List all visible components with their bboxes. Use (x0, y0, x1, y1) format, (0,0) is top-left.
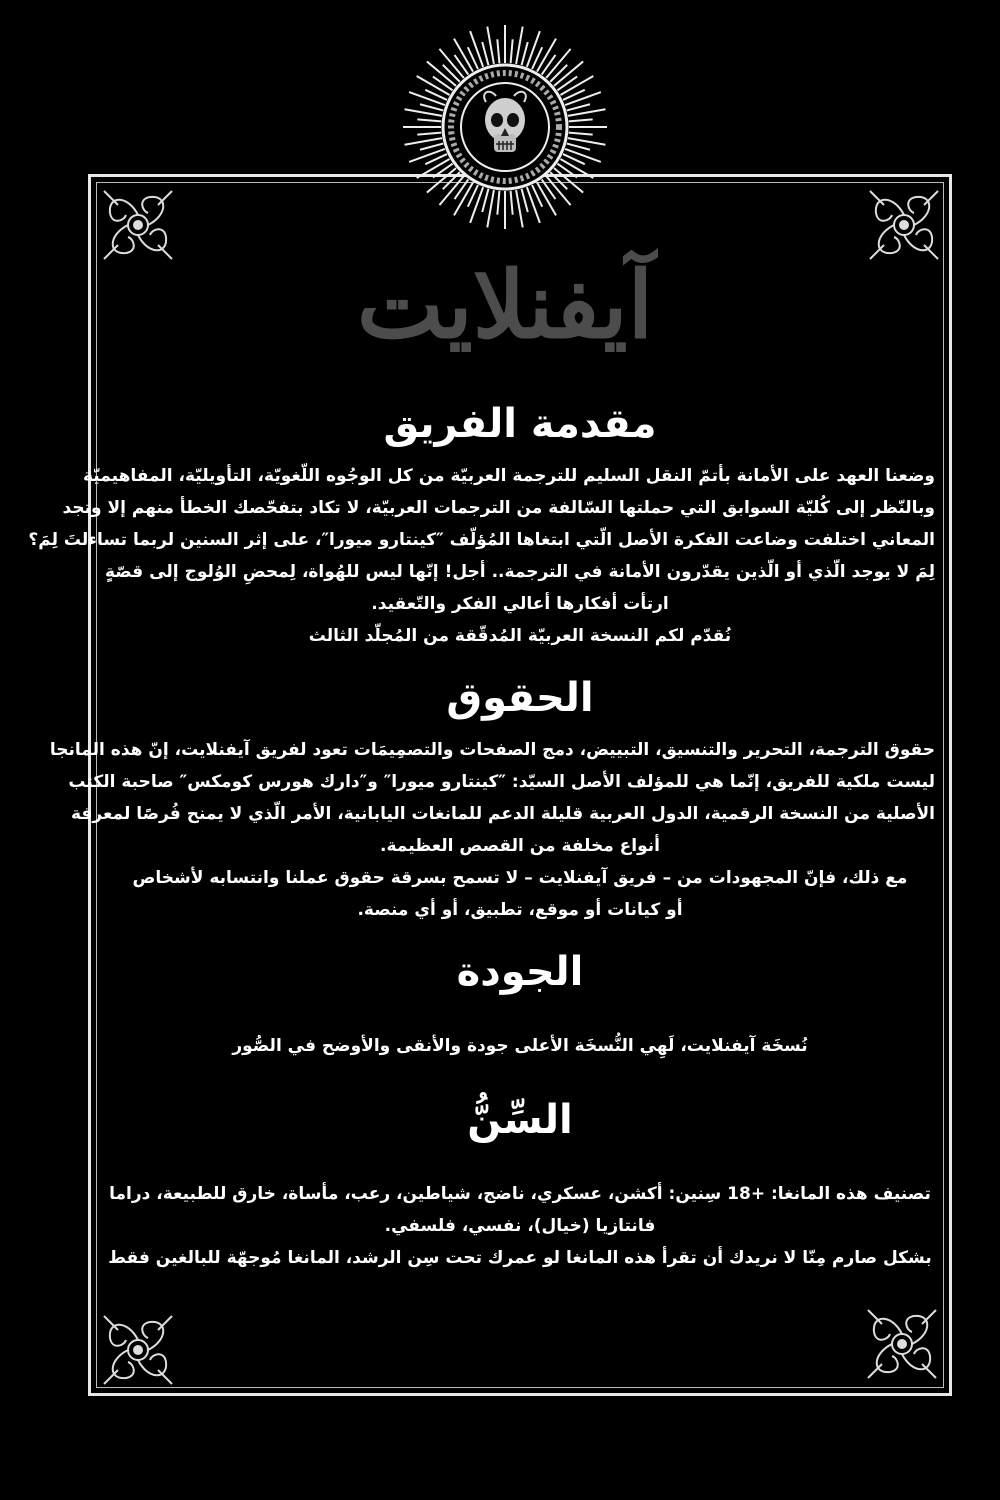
intro-paragraph (28, 460, 935, 588)
text-line: بشكل صارم مِنّا لا نريدك أن تقرأ هذه المانغا لو عمرك تحت سِن الرشد، المانغا مُوجهّة للبالغين فقط (108, 1248, 932, 1268)
text-line: مع ذلك، فإنّ المجهودات من – فريق آيفنلايت – لا تسمح بسرقة حقوق عملنا وانتسابه لأشخاص (132, 868, 908, 888)
age-paragraph (105, 1178, 935, 1274)
corner-ornament-bottom-left (98, 1310, 178, 1390)
text-line: تصنيف هذه المانغا: +18 سِنين: أكشن، عسكري، ناضج، شياطين، رعب، مأساة، خارق للطبيعة، دراما (109, 1184, 931, 1204)
text-line: أنواع مخلفة من القصص العظيمة. (380, 836, 660, 856)
text-line: نُسخَة آيفنلايت، لَهِي النُّسخَة الأعلى جودة والأنقى والأوضح في الصُّور (232, 1036, 808, 1056)
heading-age: السِّنُّ (467, 1097, 573, 1143)
skull-sunburst-emblem (400, 22, 610, 232)
text-line: أو كيانات أو موقع، تطبيق، أو أي منصة. (357, 900, 683, 920)
corner-ornament-top-right (864, 185, 944, 265)
rights-paragraph (49, 734, 935, 830)
text-line: وبالنّظر إلى كُليّة السوابق التي حملتها السّالفة من الترجمات العربيّة، لا تكاد بتفحّصك الخطأ منهم إلا وتجد (62, 498, 935, 518)
content-body (28, 388, 935, 1274)
corner-ornament-top-left (98, 185, 178, 265)
text-line: ارتأت أفكارها أعالي الفكر والتّعقيد. (371, 594, 669, 614)
text-line: حقوق الترجمة، التحرير والتنسيق، التبييض، دمج الصفحات والتصمِيمَات تعود لفريق آيفنلايت، إنّ هذه المانجا (49, 740, 935, 760)
heading-rights: الحقوق (446, 675, 594, 721)
text-line: ليست ملكية للفريق، إنّما هي للمؤلف الأصل السيّد: ″كينتارو ميورا″ و″دارك هورس كومكس″ صاحبة الكتب (68, 772, 935, 792)
intro-paragraph-end (105, 588, 935, 652)
text-line: لِمَ لا يوجد الّذي أو الّذين يقدّرون الأمانة في الترجمة.. أجل! إنّها ليس للهُواة، لِمحضِ الوُلوج إلى قصّةٍ (105, 562, 935, 582)
heading-team-intro: مقدمة الفريق (383, 401, 657, 447)
heading-quality: الجودة (456, 949, 584, 995)
team-logo: آيفنلايت (356, 251, 654, 359)
text-line: المعاني اختلفت وضاعت الفكرة الأصل الّتي ابتغاها المُؤلّف ″كينتارو ميورا″، على إثر السنين لربما تساءلتَ لِمَ؟ (28, 530, 935, 550)
rights-paragraph-end (105, 830, 935, 926)
text-line: فانتازيا (خيال)، نفسي، فلسفي. (384, 1216, 656, 1236)
text-line: نُقدّم لكم النسخة العربيّة المُدقّقة من المُجلّد الثالث (308, 626, 732, 646)
text-line: وضعنا العهد على الأمانة بأتمّ النقل السليم للترجمة العربيّة من كل الوجُوه اللّغويّة، التأويليّة، المفاهيميّة (82, 466, 935, 486)
corner-ornament-bottom-right (862, 1304, 942, 1384)
text-line: الأصلية من النسخة الرقمية، الدول العربية قليلة الدعم للمانغات اليابانية، الأمر الّذي لا يمنح فُرصًا لمعرفة (70, 804, 935, 824)
quality-paragraph (105, 1030, 935, 1062)
